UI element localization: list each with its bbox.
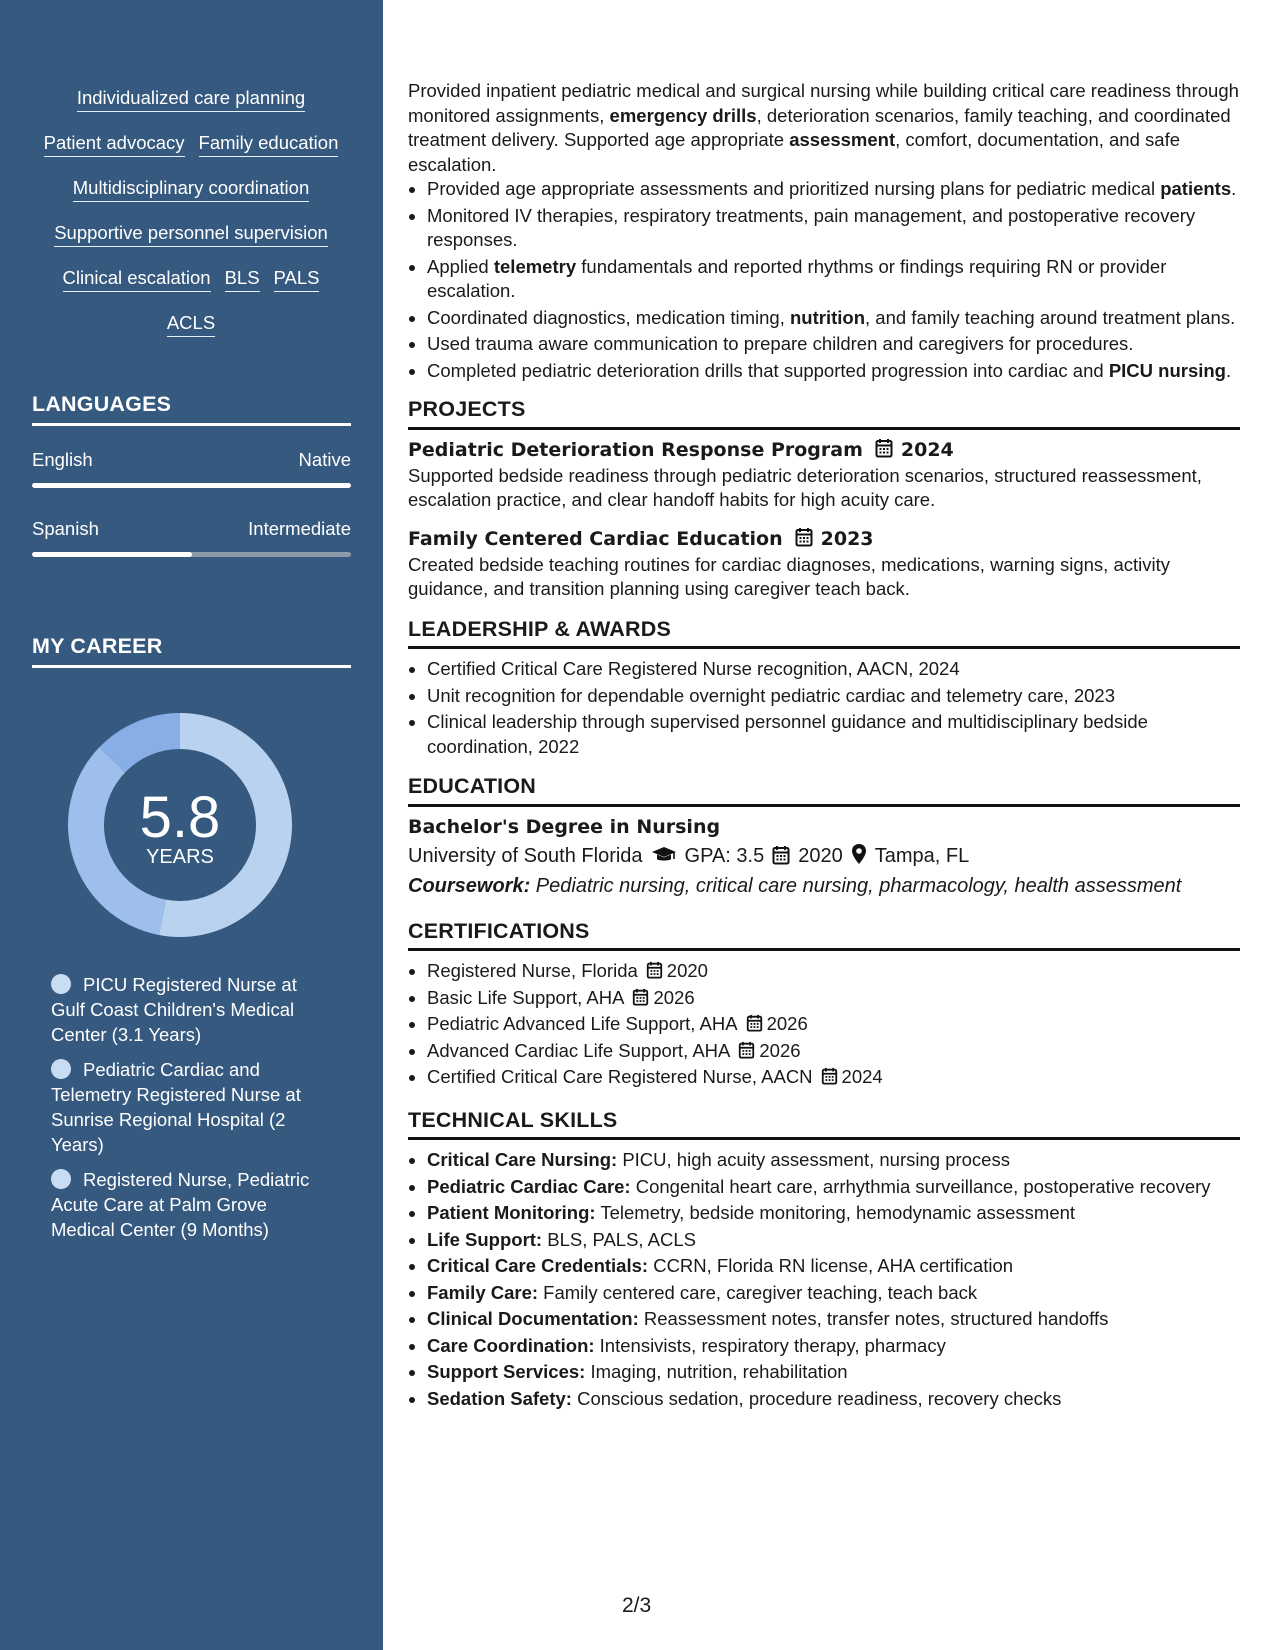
skill-value: Telemetry, bedside monitoring, hemodynamic assessment — [595, 1202, 1076, 1223]
list-item — [427, 1281, 1240, 1306]
section-title: LEADERSHIP & AWARDS — [408, 617, 1240, 650]
list-item — [427, 1039, 1240, 1064]
list-item — [427, 359, 1240, 384]
list-item — [427, 255, 1240, 304]
technical-skills-section — [408, 1108, 1240, 1412]
list-item: • Unit recognition for dependable overnight pediatric cardiac and telemetry care, 2023 — [427, 684, 1240, 709]
languages-heading: LANGUAGES — [32, 392, 351, 426]
certification-year: 2026 — [766, 1013, 808, 1034]
bullet-dot-icon — [51, 1169, 71, 1189]
graduation-cap-icon — [651, 845, 677, 865]
list-item: • Used trauma aware communication to prepare children and caregivers for procedures. — [427, 332, 1240, 357]
list-item: • Monitored IV therapies, respiratory treatments, pain management, and postoperative recovery responses. — [427, 204, 1240, 253]
skill-value: Conscious sedation, procedure readiness, recovery checks — [571, 1387, 1062, 1409]
skill-tag: Family education — [199, 131, 339, 157]
certification-name: Advanced Cardiac Life Support, AHA — [427, 1039, 731, 1061]
list-item — [427, 1012, 1240, 1037]
coursework-label: Coursework: — [408, 874, 531, 897]
calendar-icon — [772, 845, 790, 865]
skill-tag: Supportive personnel supervision — [54, 221, 328, 247]
career-total-unit: YEARS — [146, 846, 214, 868]
list-item — [427, 1360, 1240, 1385]
career-list — [51, 972, 321, 1252]
experience-section — [408, 79, 1240, 383]
education-section — [408, 774, 1240, 901]
skill-label: Family Care: — [427, 1281, 539, 1303]
page-number: 2/3 — [622, 1594, 652, 1617]
list-item — [427, 1201, 1240, 1226]
skill-tag: Individualized care planning — [77, 86, 305, 112]
skill-label: Life Support: — [427, 1228, 543, 1250]
bullet-dot-icon — [51, 974, 71, 994]
language-proficiency-bar — [32, 483, 351, 488]
skill-tag: Patient advocacy — [44, 131, 185, 157]
certification-year: 2026 — [759, 1039, 801, 1061]
list-item — [427, 986, 1240, 1011]
certification-name: Pediatric Advanced Life Support, AHA — [427, 1013, 738, 1034]
skill-tags — [32, 86, 350, 356]
section-title: PROJECTS — [408, 397, 1240, 430]
degree-title: Bachelor's Degree in Nursing — [408, 815, 721, 838]
text: , comfort, documentation, and safe escalation. — [408, 129, 1180, 175]
skill-tag: Multidisciplinary coordination — [73, 176, 310, 202]
coursework — [408, 871, 1240, 901]
career-heading: MY CAREER — [32, 634, 351, 668]
text: . — [1225, 359, 1232, 381]
skill-label: Care Coordination: — [427, 1334, 595, 1356]
bold-text: telemetry — [493, 255, 577, 277]
certification-name: Registered Nurse, Florida — [427, 960, 638, 981]
skill-value: Imaging, nutrition, rehabilitation — [585, 1361, 848, 1382]
text: , and family teaching around treatment plans. — [865, 306, 1236, 328]
list-item — [427, 1254, 1240, 1279]
technical-skills-list — [408, 1148, 1240, 1411]
text: . — [1231, 178, 1237, 199]
calendar-icon — [875, 438, 893, 458]
certification-name: Basic Life Support, AHA — [427, 986, 625, 1008]
certifications-list — [408, 959, 1240, 1090]
calendar-icon — [738, 1041, 755, 1059]
school-name: University of South Florida — [408, 844, 643, 867]
project-title: Pediatric Deterioration Response Program — [408, 438, 863, 461]
bold-text: assessment — [789, 129, 896, 150]
main-content — [408, 0, 1240, 1413]
project-description: Supported bedside readiness through pediatric deterioration scenarios, structured reassessment, escalation practice, and clear handoff habits for high acuity care. — [408, 464, 1202, 510]
bold-text: PICU nursing — [1108, 359, 1226, 381]
language-proficiency-bar — [32, 552, 351, 557]
list-item: • Clinical leadership through supervised personnel guidance and multidisciplinary bedside coordination, 2022 — [427, 710, 1240, 759]
coursework-text: Pediatric nursing, critical care nursing, pharmacology, health assessment — [530, 874, 1182, 897]
skill-label: Critical Care Credentials: — [427, 1255, 649, 1276]
projects-section — [408, 397, 1240, 602]
skill-label: Critical Care Nursing: — [427, 1149, 618, 1170]
text: Completed pediatric deterioration drills that supported progression into cardiac and — [427, 359, 1109, 381]
certification-year: 2024 — [841, 1066, 883, 1087]
career-item — [51, 1057, 321, 1157]
text: fundamentals and reported rhythms or findings requiring RN or provider escalation. — [427, 255, 1167, 301]
language-name: Spanish — [32, 518, 99, 539]
list-item — [427, 1334, 1240, 1359]
leadership-list — [408, 657, 1240, 759]
education-details — [408, 841, 1240, 871]
bold-text: patients — [1160, 178, 1232, 199]
career-item-text: PICU Registered Nurse at Gulf Coast Children's Medical Center (3.1 Years) — [51, 974, 297, 1045]
skill-value: CCRN, Florida RN license, AHA certification — [648, 1255, 1014, 1276]
experience-bullets — [408, 177, 1240, 383]
project-title: Family Centered Cardiac Education — [408, 527, 783, 550]
language-english — [32, 448, 351, 488]
calendar-icon — [632, 988, 649, 1006]
text: Coordinated diagnostics, medication timing, — [427, 306, 790, 328]
skill-label: Pediatric Cardiac Care: — [427, 1175, 631, 1197]
list-item: • Certified Critical Care Registered Nurse recognition, AACN, 2024 — [427, 657, 1240, 682]
text: , deterioration scenarios, family teaching, and coordinated treatment delivery. Supported age appropriate — [408, 104, 1231, 150]
language-proficiency-fill — [32, 552, 192, 557]
language-level: Intermediate — [248, 518, 351, 539]
skill-label: Patient Monitoring: — [427, 1202, 596, 1223]
skill-value: Reassessment notes, transfer notes, structured handoffs — [638, 1308, 1109, 1329]
list-item — [427, 1307, 1240, 1332]
leadership-section — [408, 617, 1240, 760]
career-total-value: 5.8 — [139, 785, 221, 850]
experience-intro — [408, 79, 1240, 177]
list-item — [427, 306, 1240, 331]
career-item-text: Registered Nurse, Pediatric Acute Care at Palm Grove Medical Center (9 Months) — [51, 1169, 310, 1240]
career-item — [51, 1167, 321, 1242]
list-item — [427, 1387, 1240, 1412]
project-description: Created bedside teaching routines for cardiac diagnoses, medications, warning signs, activity guidance, and transition planning using caregiver teach back. — [408, 553, 1170, 599]
skill-tag: PALS — [274, 266, 320, 292]
skill-value: Intensivists, respiratory therapy, pharmacy — [594, 1334, 946, 1356]
skill-label: Sedation Safety: — [427, 1387, 572, 1409]
calendar-icon — [795, 527, 813, 547]
sidebar — [0, 0, 383, 1650]
project-entry — [408, 436, 1240, 513]
list-item — [427, 1065, 1240, 1090]
graduation-year: 2020 — [798, 844, 843, 867]
list-item — [427, 1228, 1240, 1253]
language-level: Native — [298, 449, 351, 470]
calendar-icon — [746, 1014, 763, 1032]
language-proficiency-fill — [32, 483, 351, 488]
text: Provided age appropriate assessments and prioritized nursing plans for pediatric medical — [427, 178, 1161, 199]
skill-tag: Clinical escalation — [63, 266, 211, 292]
career-donut-chart — [60, 705, 300, 945]
language-name: English — [32, 449, 93, 470]
section-title: EDUCATION — [408, 774, 1240, 807]
school-location: Tampa, FL — [874, 844, 970, 867]
skill-value: Congenital heart care, arrhythmia surveillance, postoperative recovery — [630, 1175, 1211, 1197]
bullet-dot-icon — [51, 1059, 71, 1079]
calendar-icon — [821, 1067, 838, 1085]
skill-value: BLS, PALS, ACLS — [542, 1228, 697, 1250]
list-item — [427, 177, 1240, 202]
certification-year: 2020 — [666, 960, 708, 981]
project-year: 2024 — [900, 438, 954, 461]
project-entry — [408, 525, 1240, 602]
section-title: CERTIFICATIONS — [408, 919, 1240, 952]
list-item — [427, 1175, 1240, 1200]
location-pin-icon — [851, 843, 867, 865]
bold-text: emergency drills — [609, 104, 757, 126]
text: Applied — [427, 255, 494, 277]
text: Provided inpatient pediatric medical and surgical nursing while building critical care readiness through monitored assignments, — [408, 80, 1239, 126]
certification-name: Certified Critical Care Registered Nurse, AACN — [427, 1066, 813, 1087]
skill-label: Clinical Documentation: — [427, 1308, 639, 1329]
career-item — [51, 972, 321, 1047]
list-item — [427, 959, 1240, 984]
list-item — [427, 1148, 1240, 1173]
certification-year: 2026 — [653, 986, 695, 1008]
skill-tag: ACLS — [167, 311, 215, 337]
project-year: 2023 — [820, 527, 874, 550]
skill-value: Family centered care, caregiver teaching, teach back — [538, 1281, 978, 1303]
bold-text: nutrition — [790, 306, 866, 328]
career-item-text: Pediatric Cardiac and Telemetry Registered Nurse at Sunrise Regional Hospital (2 Years) — [51, 1059, 301, 1155]
skill-value: PICU, high acuity assessment, nursing process — [617, 1149, 1010, 1170]
calendar-icon — [646, 961, 663, 979]
skill-label: Support Services: — [427, 1361, 586, 1382]
language-spanish — [32, 517, 351, 557]
section-title: TECHNICAL SKILLS — [408, 1108, 1240, 1141]
gpa: GPA: 3.5 — [684, 844, 765, 867]
skill-tag: BLS — [225, 266, 260, 292]
certifications-section — [408, 919, 1240, 1090]
